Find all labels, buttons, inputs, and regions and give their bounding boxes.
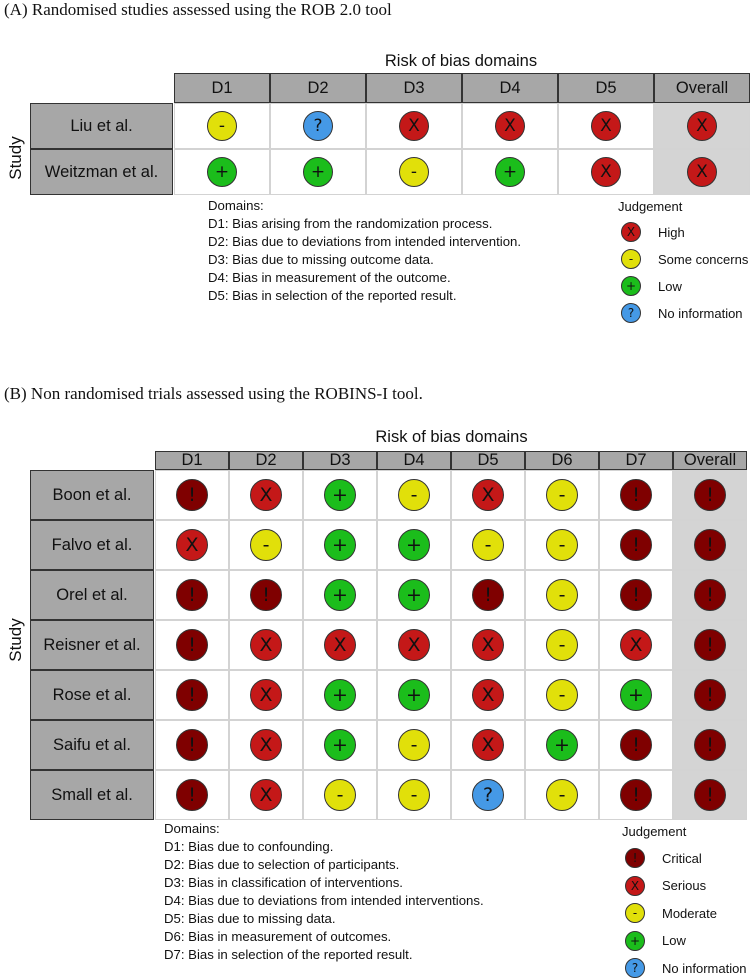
rating-cell <box>451 670 525 720</box>
critical-icon: ! <box>176 579 208 611</box>
rating-cell <box>229 720 303 770</box>
domain-description: D5: Bias in selection of the reported result. <box>208 288 457 303</box>
moderate-icon: - <box>546 479 578 511</box>
critical-icon: ! <box>620 529 652 561</box>
high-icon: X <box>591 157 621 187</box>
rating-cell <box>673 520 747 570</box>
rating-cell <box>599 570 673 620</box>
domain-header-d3: D3 <box>303 451 377 470</box>
legend-item-no-information <box>621 303 743 323</box>
rating-cell <box>525 720 599 770</box>
serious-icon: X <box>250 629 282 661</box>
rating-cell <box>155 570 229 620</box>
rating-cell <box>525 670 599 720</box>
low-icon: + <box>207 157 237 187</box>
critical-icon: ! <box>694 729 726 761</box>
critical-icon: ! <box>694 629 726 661</box>
moderate-icon: - <box>546 529 578 561</box>
domain-header-d1: D1 <box>174 73 270 103</box>
serious-icon: X <box>472 729 504 761</box>
rating-cell <box>377 570 451 620</box>
critical-icon: ! <box>620 579 652 611</box>
rating-cell <box>599 720 673 770</box>
high-icon: X <box>495 111 525 141</box>
critical-icon: ! <box>694 679 726 711</box>
rating-cell <box>303 720 377 770</box>
domain-header-d6: D6 <box>525 451 599 470</box>
study-label: Orel et al. <box>30 570 154 620</box>
low-icon: + <box>324 479 356 511</box>
rating-cell <box>673 620 747 670</box>
serious-icon: X <box>472 479 504 511</box>
critical-icon: ! <box>176 679 208 711</box>
figure-b-caption: (B) Non randomised trials assessed using the ROBINS-I tool. <box>4 384 423 403</box>
critical-icon: ! <box>620 479 652 511</box>
rating-cell <box>229 570 303 620</box>
moderate-icon: - <box>472 529 504 561</box>
moderate-icon: - <box>398 729 430 761</box>
domain-description: D7: Bias in selection of the reported result. <box>164 947 413 962</box>
domain-description: D1: Bias due to confounding. <box>164 839 334 854</box>
rating-cell <box>451 720 525 770</box>
rating-cell <box>599 770 673 820</box>
serious-icon: X <box>620 629 652 661</box>
rating-cell <box>451 570 525 620</box>
critical-icon: ! <box>620 729 652 761</box>
rating-cell <box>366 103 462 149</box>
domain-header-d3: D3 <box>366 73 462 103</box>
figure-b-robins-i <box>0 380 750 980</box>
critical-icon: ! <box>176 629 208 661</box>
moderate-icon: - <box>324 779 356 811</box>
domain-header-d7: D7 <box>599 451 673 470</box>
domains-heading: Domains: <box>208 198 264 213</box>
legend-item-low <box>621 276 682 296</box>
rating-cell <box>451 470 525 520</box>
legend-item-low <box>625 931 686 951</box>
figure-b-legend-title: Judgement <box>622 824 687 839</box>
no-information-icon: ? <box>303 111 333 141</box>
rating-cell <box>303 470 377 520</box>
no-information-icon: ? <box>621 303 641 323</box>
legend-item-critical <box>625 848 702 868</box>
figure-a-caption: (A) Randomised studies assessed using the ROB 2.0 tool <box>4 0 392 19</box>
figure-a-domains-list <box>208 197 521 305</box>
moderate-icon: - <box>546 579 578 611</box>
rating-cell <box>451 620 525 670</box>
low-icon: + <box>625 931 645 951</box>
figure-a-y-label: Study <box>6 136 25 180</box>
rating-cell <box>270 103 366 149</box>
serious-icon: X <box>324 629 356 661</box>
rating-cell <box>303 520 377 570</box>
study-label: Falvo et al. <box>30 520 154 570</box>
study-label: Liu et al. <box>30 103 173 149</box>
low-icon: + <box>324 529 356 561</box>
high-icon: X <box>591 111 621 141</box>
some-concerns-icon: - <box>207 111 237 141</box>
rating-cell <box>303 770 377 820</box>
domains-heading: Domains: <box>164 821 220 836</box>
legend-label: Moderate <box>662 905 717 921</box>
critical-icon: ! <box>176 779 208 811</box>
domain-description: D3: Bias due to missing outcome data. <box>208 252 434 267</box>
rating-cell <box>673 670 747 720</box>
rating-cell <box>599 520 673 570</box>
domain-description: D5: Bias due to missing data. <box>164 911 336 926</box>
moderate-icon: - <box>546 629 578 661</box>
legend-label: Critical <box>662 850 702 866</box>
low-icon: + <box>546 729 578 761</box>
rating-cell <box>525 470 599 520</box>
rating-cell <box>673 570 747 620</box>
study-label: Rose et al. <box>30 670 154 720</box>
moderate-icon: - <box>398 479 430 511</box>
figure-a-rob2 <box>0 0 750 380</box>
low-icon: + <box>621 276 641 296</box>
rating-cell <box>155 720 229 770</box>
rating-cell <box>155 770 229 820</box>
domain-header-d5: D5 <box>558 73 654 103</box>
rating-cell <box>377 720 451 770</box>
legend-item-moderate <box>625 903 717 923</box>
serious-icon: X <box>472 629 504 661</box>
rating-cell <box>174 103 270 149</box>
serious-icon: X <box>625 876 645 896</box>
rating-cell <box>525 520 599 570</box>
rating-cell <box>366 149 462 195</box>
domain-header-d5: D5 <box>451 451 525 470</box>
low-icon: + <box>324 729 356 761</box>
study-label: Weitzman et al. <box>30 149 173 195</box>
domain-header-d4: D4 <box>377 451 451 470</box>
legend-label: High <box>658 224 685 240</box>
rating-cell <box>599 620 673 670</box>
rating-cell <box>599 670 673 720</box>
rating-cell <box>462 149 558 195</box>
domain-description: D3: Bias in classification of interventions. <box>164 875 403 890</box>
rating-cell <box>558 149 654 195</box>
legend-item-serious <box>625 876 706 896</box>
rating-cell <box>451 520 525 570</box>
rating-cell <box>377 470 451 520</box>
serious-icon: X <box>250 729 282 761</box>
rating-cell <box>229 520 303 570</box>
rating-cell <box>229 670 303 720</box>
serious-icon: X <box>398 629 430 661</box>
low-icon: + <box>324 579 356 611</box>
rating-cell <box>377 770 451 820</box>
study-label: Saifu et al. <box>30 720 154 770</box>
moderate-icon: - <box>546 779 578 811</box>
rating-cell <box>377 620 451 670</box>
low-icon: + <box>620 679 652 711</box>
domain-description: D4: Bias due to deviations from intended interventions. <box>164 893 484 908</box>
high-icon: X <box>687 111 717 141</box>
critical-icon: ! <box>176 729 208 761</box>
rating-cell <box>462 103 558 149</box>
rating-cell <box>155 470 229 520</box>
legend-item-high <box>621 222 685 242</box>
rating-cell <box>229 770 303 820</box>
domain-header-overall: Overall <box>654 73 750 103</box>
rating-cell <box>654 149 750 195</box>
rating-cell <box>673 470 747 520</box>
serious-icon: X <box>472 679 504 711</box>
rating-cell <box>155 670 229 720</box>
domain-description: D2: Bias due to deviations from intended intervention. <box>208 234 522 249</box>
moderate-icon: - <box>398 779 430 811</box>
rating-cell <box>155 620 229 670</box>
critical-icon: ! <box>620 779 652 811</box>
rating-cell <box>377 670 451 720</box>
figure-b-title: Risk of bias domains <box>375 428 528 446</box>
serious-icon: X <box>250 779 282 811</box>
rating-cell <box>377 520 451 570</box>
study-label: Boon et al. <box>30 470 154 520</box>
critical-icon: ! <box>694 579 726 611</box>
high-icon: X <box>621 222 641 242</box>
rating-cell <box>229 620 303 670</box>
critical-icon: ! <box>176 479 208 511</box>
domain-header-d2: D2 <box>270 73 366 103</box>
rating-cell <box>303 620 377 670</box>
study-label: Reisner et al. <box>30 620 154 670</box>
rating-cell <box>525 620 599 670</box>
low-icon: + <box>398 679 430 711</box>
rating-cell <box>525 570 599 620</box>
moderate-icon: - <box>625 903 645 923</box>
critical-icon: ! <box>472 579 504 611</box>
rating-cell <box>599 470 673 520</box>
legend-label: No information <box>662 960 747 976</box>
domain-header-d2: D2 <box>229 451 303 470</box>
no-information-icon: ? <box>625 958 645 978</box>
rating-cell <box>673 720 747 770</box>
low-icon: + <box>324 679 356 711</box>
legend-item-some-concerns <box>621 249 748 269</box>
rating-cell <box>673 770 747 820</box>
domain-description: D1: Bias arising from the randomization process. <box>208 216 493 231</box>
critical-icon: ! <box>694 479 726 511</box>
low-icon: + <box>495 157 525 187</box>
some-concerns-icon: - <box>621 249 641 269</box>
domain-header-d1: D1 <box>155 451 229 470</box>
legend-item-no-information <box>625 958 747 978</box>
legend-label: Low <box>662 933 686 948</box>
domain-description: D2: Bias due to selection of participants. <box>164 857 400 872</box>
moderate-icon: - <box>546 679 578 711</box>
rating-cell <box>303 670 377 720</box>
domain-header-overall: Overall <box>673 451 747 470</box>
critical-icon: ! <box>250 579 282 611</box>
figure-a-legend-title: Judgement <box>618 199 683 214</box>
study-label: Small et al. <box>30 770 154 820</box>
rating-cell <box>270 149 366 195</box>
rating-cell <box>558 103 654 149</box>
figure-b-y-label: Study <box>6 618 25 662</box>
critical-icon: ! <box>694 529 726 561</box>
some-concerns-icon: - <box>399 157 429 187</box>
serious-icon: X <box>250 679 282 711</box>
rating-cell <box>174 149 270 195</box>
low-icon: + <box>398 579 430 611</box>
rating-cell <box>303 570 377 620</box>
no-information-icon: ? <box>472 779 504 811</box>
high-icon: X <box>687 157 717 187</box>
low-icon: + <box>303 157 333 187</box>
legend-label: Serious <box>662 878 707 893</box>
domain-description: D6: Bias in measurement of outcomes. <box>164 929 392 944</box>
critical-icon: ! <box>625 848 645 868</box>
serious-icon: X <box>250 479 282 511</box>
rating-cell <box>654 103 750 149</box>
legend-label: Low <box>658 278 682 294</box>
domain-description: D4: Bias in measurement of the outcome. <box>208 270 451 285</box>
rating-cell <box>229 470 303 520</box>
moderate-icon: - <box>250 529 282 561</box>
high-icon: X <box>399 111 429 141</box>
low-icon: + <box>398 529 430 561</box>
rating-cell <box>155 520 229 570</box>
figure-b-domains-list <box>164 820 484 964</box>
serious-icon: X <box>176 529 208 561</box>
domain-header-d4: D4 <box>462 73 558 103</box>
rating-cell <box>525 770 599 820</box>
figure-a-title: Risk of bias domains <box>384 52 538 70</box>
legend-label: No information <box>658 305 743 321</box>
rating-cell <box>451 770 525 820</box>
critical-icon: ! <box>694 779 726 811</box>
legend-label: Some concerns <box>658 251 749 267</box>
